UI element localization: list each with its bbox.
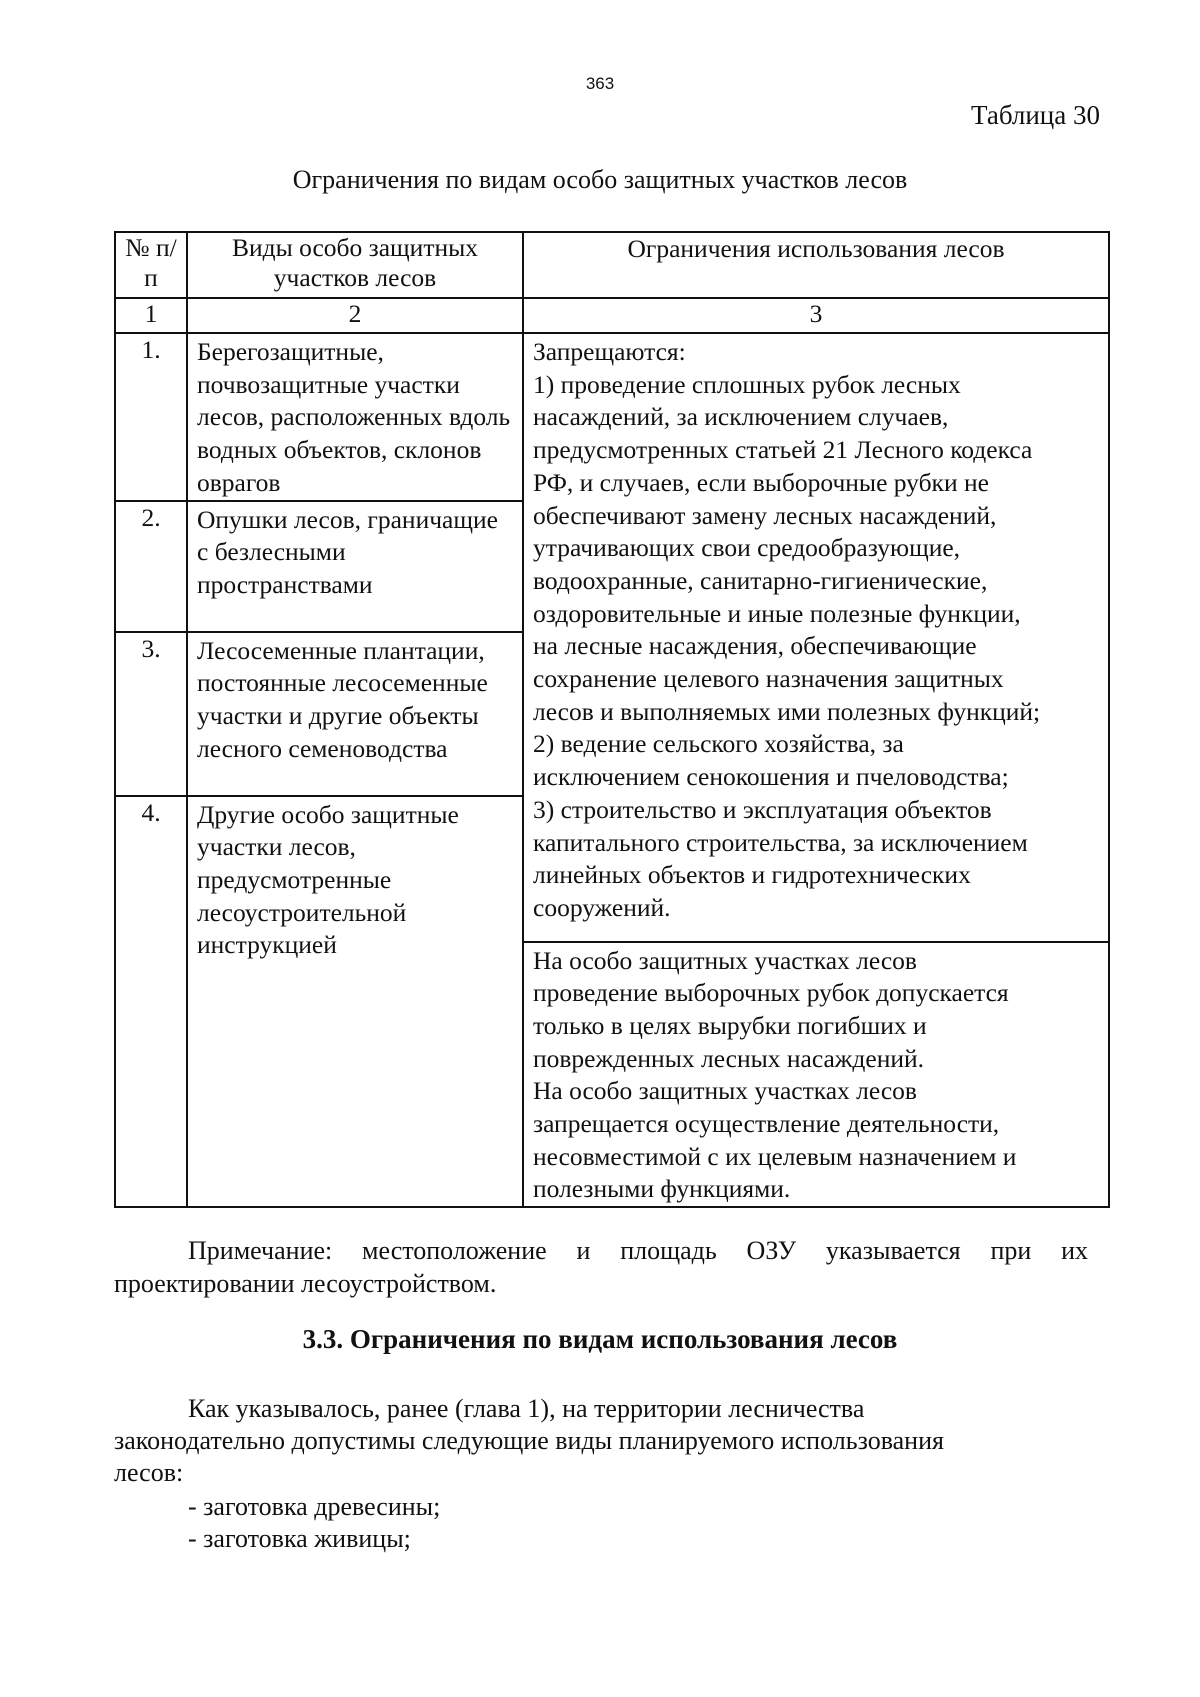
- text-line: оздоровительные и иные полезные функции,: [533, 598, 1021, 628]
- header-number: № п/п: [115, 232, 187, 298]
- table-note: Примечание: местоположение и площадь ОЗУ указывается при их проектировании лесоустройством.: [114, 1236, 1088, 1298]
- table-row: [115, 333, 1109, 501]
- header-area-type: Виды особо защитных участков лесов: [187, 232, 523, 298]
- text-line: предусмотренных статьей 21 Лесного кодекса: [533, 435, 1033, 465]
- area-type: Берегозащитные, почвозащитные участки лесов, расположенных вдоль водных объектов, склонов оврагов: [187, 333, 523, 501]
- column-number: 1: [115, 298, 187, 333]
- column-number: 2: [187, 298, 523, 333]
- bullet-list: [188, 1491, 440, 1555]
- table-label: Таблица 30: [971, 100, 1100, 130]
- row-number: 2.: [115, 501, 187, 632]
- restrictions-main-cell: [523, 333, 1109, 942]
- list-item: - заготовка древесины;: [188, 1492, 441, 1521]
- text-line: обеспечивают замену лесных насаждений,: [533, 500, 997, 530]
- text-line: поврежденных лесных насаждений.: [533, 1043, 925, 1073]
- body-line: лесов:: [114, 1458, 184, 1487]
- list-item: - заготовка живицы;: [188, 1524, 411, 1553]
- header-restrictions: Ограничения использования лесов: [523, 232, 1109, 298]
- text-line: лесов и выполняемых ими полезных функций;: [533, 696, 1041, 726]
- table-header-row: [115, 232, 1109, 298]
- restrictions-table: [114, 231, 1110, 1208]
- text-line: Запрещаются:: [533, 337, 686, 366]
- text-line: проведение выборочных рубок допускается: [533, 978, 1009, 1008]
- text-line: линейных объектов и гидротехнических: [533, 860, 971, 890]
- restrictions-extra-cell: [523, 942, 1109, 1208]
- text-line: водоохранные, санитарно-гигиенические,: [533, 565, 988, 595]
- text-line: РФ, и случаев, если выборочные рубки не: [533, 467, 989, 497]
- body-line: законодательно допустимы следующие виды планируемого использования: [114, 1426, 944, 1455]
- text-line: насаждений, за исключением случаев,: [533, 402, 949, 432]
- text-line: 3) строительство и эксплуатация объектов: [533, 794, 992, 824]
- text-line: на лесные насаждения, обеспечивающие: [533, 631, 977, 661]
- body-paragraph: [114, 1393, 1088, 1489]
- column-number-row: [115, 298, 1109, 333]
- text-line: сооружений.: [533, 892, 671, 922]
- area-type: Другие особо защитные участки лесов, предусмотренные лесоустроительной инструкцией: [187, 796, 523, 1208]
- page-number: 363: [585, 74, 615, 93]
- body-line: Как указывалось, ранее (глава 1), на территории лесничества: [188, 1394, 865, 1423]
- text-line: утрачивающих свои средообразующие,: [533, 533, 961, 563]
- text-line: капитального строительства, за исключением: [533, 827, 1028, 857]
- text-line: запрещается осуществление деятельности,: [533, 1109, 1000, 1139]
- restrictions-main-text: [533, 336, 1099, 925]
- row-number: 3.: [115, 632, 187, 796]
- area-type: Опушки лесов, граничащие с безлесными пространствами: [187, 501, 523, 632]
- table-title: Ограничения по видам особо защитных участков лесов: [292, 165, 908, 194]
- row-number: 4.: [115, 796, 187, 1208]
- area-type: Лесосеменные плантации, постоянные лесосеменные участки и другие объекты лесного семеноводства: [187, 632, 523, 796]
- text-line: только в целях вырубки погибших и: [533, 1010, 927, 1040]
- column-number: 3: [523, 298, 1109, 333]
- restrictions-extra-text: [533, 945, 1099, 1207]
- text-line: 1) проведение сплошных рубок лесных: [533, 369, 961, 399]
- text-line: 2) ведение сельского хозяйства, за: [533, 729, 904, 759]
- text-line: исключением сенокошения и пчеловодства;: [533, 762, 1009, 792]
- row-number: 1.: [115, 333, 187, 501]
- text-line: На особо защитных участках лесов: [533, 1076, 917, 1106]
- section-heading: 3.3. Ограничения по видам использования лесов: [302, 1324, 898, 1354]
- text-line: полезными функциями.: [533, 1174, 791, 1204]
- text-line: несовместимой с их целевым назначением и: [533, 1141, 1017, 1171]
- text-line: сохранение целевого назначения защитных: [533, 664, 1004, 694]
- text-line: На особо защитных участках лесов: [533, 945, 917, 975]
